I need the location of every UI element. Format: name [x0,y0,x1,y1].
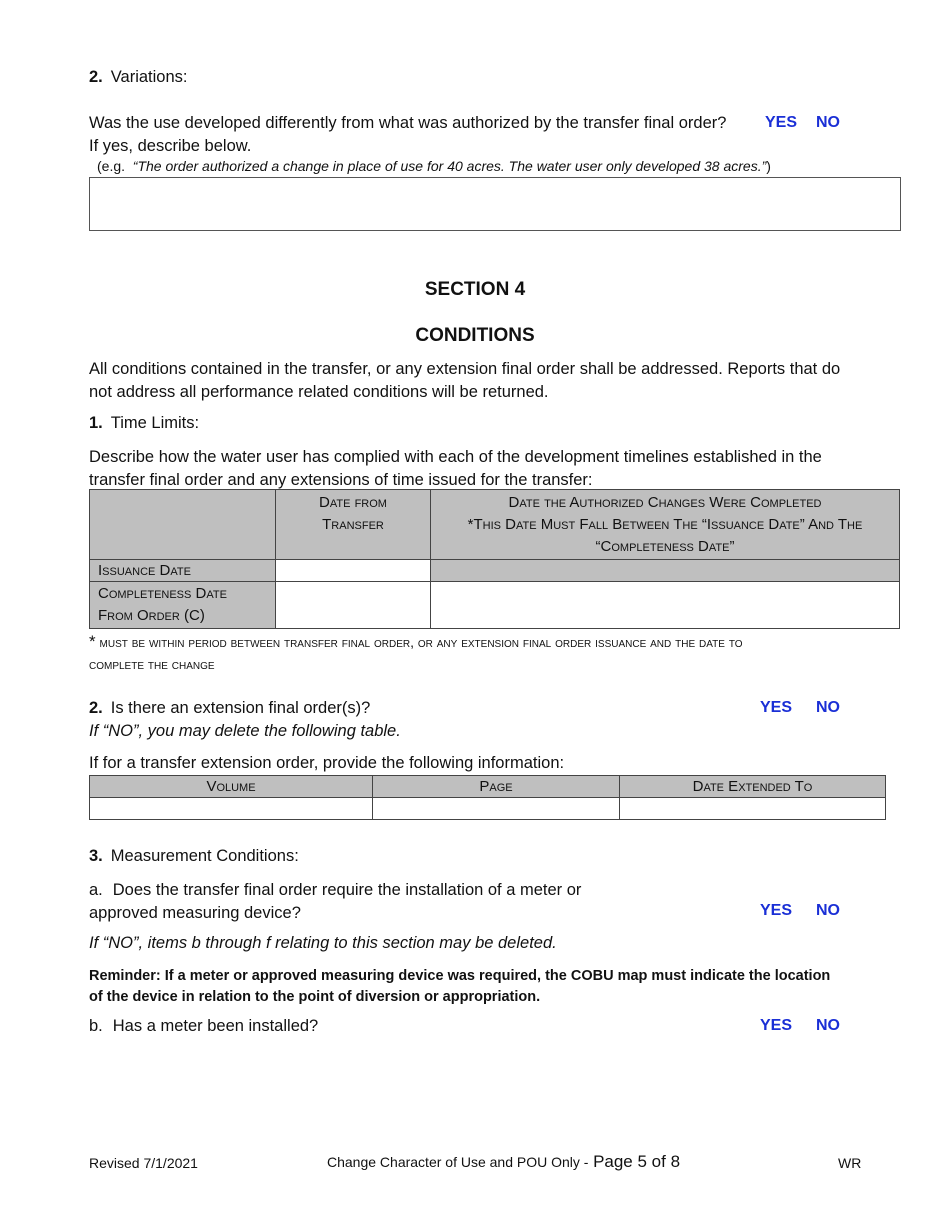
time-limits-footnote [89,631,743,675]
extension-table [89,775,886,820]
header-completed-line3: “Completeness Date” [595,538,735,555]
date-extended-input-cell[interactable] [620,798,886,820]
measurement-number: 3. [89,847,103,865]
completeness-date-input-cell[interactable] [276,582,431,629]
extension-header-row [90,776,886,798]
variations-label: Variations: [110,68,188,86]
completeness-label-line1: Completeness Date [98,585,227,602]
header-date-extended-to: Date Extended To [620,776,886,798]
meter-installed-yes-option[interactable]: YES [760,1017,793,1034]
issuance-date-completed-cell [431,560,900,582]
footer-form-name: Change Character of Use and POU Only - [327,1154,589,1170]
footnote-line1: must be within period between transfer final order, or any extension final order issuance and the date to [99,634,743,650]
table-header-row [90,490,900,560]
footnote-star: * [89,632,96,651]
header-page: Page [373,776,620,798]
section-subtitle: CONDITIONS [415,325,535,346]
variations-question: Was the use developed differently from what was authorized by the transfer final order? [89,114,727,132]
meter-required-yes-option[interactable]: YES [760,902,793,919]
section-intro: All conditions contained in the transfer, or any extension final order shall be addressed. Reports that do not address all performance related conditions will be returned. [89,360,841,401]
variations-number: 2. [89,68,103,86]
row-issuance-date-label: Issuance Date [90,560,276,582]
question-b-prefix: b. [89,1017,103,1035]
header-date-line2: Transfer [322,516,384,533]
table-row [90,560,900,582]
variations-description-box[interactable] [89,177,901,231]
completeness-label-line2: From Order (C) [98,607,205,624]
time-limits-number: 1. [89,414,103,432]
footer-code: WR [838,1155,862,1171]
header-completed-line1: Date the Authorized Changes Were Completed [508,494,822,511]
header-date-completed [431,490,900,560]
page-input-cell[interactable] [373,798,620,820]
table-row [90,582,900,629]
time-limits-heading [89,414,199,433]
measurement-question-b [89,1017,318,1036]
issuance-date-input-cell[interactable] [276,560,431,582]
table-row [90,798,886,820]
question-a-prefix: a. [89,881,103,899]
footnote-line2: complete the change [89,656,215,672]
header-date-line1: Date from [319,494,387,511]
footer-center [327,1152,680,1172]
section-title: SECTION 4 [424,279,526,300]
time-limits-label: Time Limits: [110,414,200,432]
footer-revised: Revised 7/1/2021 [89,1155,198,1171]
variations-followup: If yes, describe below. [89,137,252,155]
variations-heading [89,68,188,87]
extension-yes-option[interactable]: YES [760,699,793,716]
question-a-line2: approved measuring device? [89,904,301,922]
variations-no-option[interactable]: NO [816,114,840,131]
header-date-from-transfer [276,490,431,560]
time-limits-description: Describe how the water user has complied with each of the development timelines established in the transfer final order and any extensions of time issued for the transfer: [89,448,822,489]
measurement-note: If “NO”, items b through f relating to this section may be deleted. [89,934,557,952]
example-prefix: (e.g. [97,158,126,174]
measurement-reminder [89,966,830,1008]
extension-no-option[interactable]: NO [816,699,840,716]
question-b-text: Has a meter been installed? [112,1017,319,1035]
header-empty-cell [90,490,276,560]
meter-required-no-option[interactable]: NO [816,902,840,919]
extension-number: 2. [89,699,103,717]
volume-input-cell[interactable] [90,798,373,820]
header-volume: Volume [90,776,373,798]
footer-page-number: Page 5 of 8 [593,1152,681,1171]
extension-note: If “NO”, you may delete the following table. [89,722,401,740]
meter-installed-no-option[interactable]: NO [816,1017,840,1034]
reminder-line2: of the device in relation to the point of diversion or appropriation. [89,989,541,1005]
question-a-line1: Does the transfer final order require the installation of a meter or [112,881,582,899]
row-completeness-date-label [90,582,276,629]
time-limits-table [89,489,900,629]
measurement-heading [89,847,299,866]
reminder-line1: Reminder: If a meter or approved measuring device was required, the COBU map must indicate the location [89,968,831,984]
header-completed-line2: *This Date Must Fall Between The “Issuance Date” And The [467,516,863,533]
example-quote: “The order authorized a change in place of use for 40 acres. The water user only developed 38 acres.” [132,158,767,174]
completeness-date-completed-cell[interactable] [431,582,900,629]
variations-yes-option[interactable]: YES [765,114,798,131]
measurement-label: Measurement Conditions: [110,847,299,865]
measurement-question-a [89,879,581,925]
extension-question [89,699,370,718]
extension-instruction: If for a transfer extension order, provide the following information: [89,754,565,772]
variations-example [97,158,771,174]
example-suffix: ) [766,158,771,174]
extension-question-text: Is there an extension final order(s)? [110,699,371,717]
